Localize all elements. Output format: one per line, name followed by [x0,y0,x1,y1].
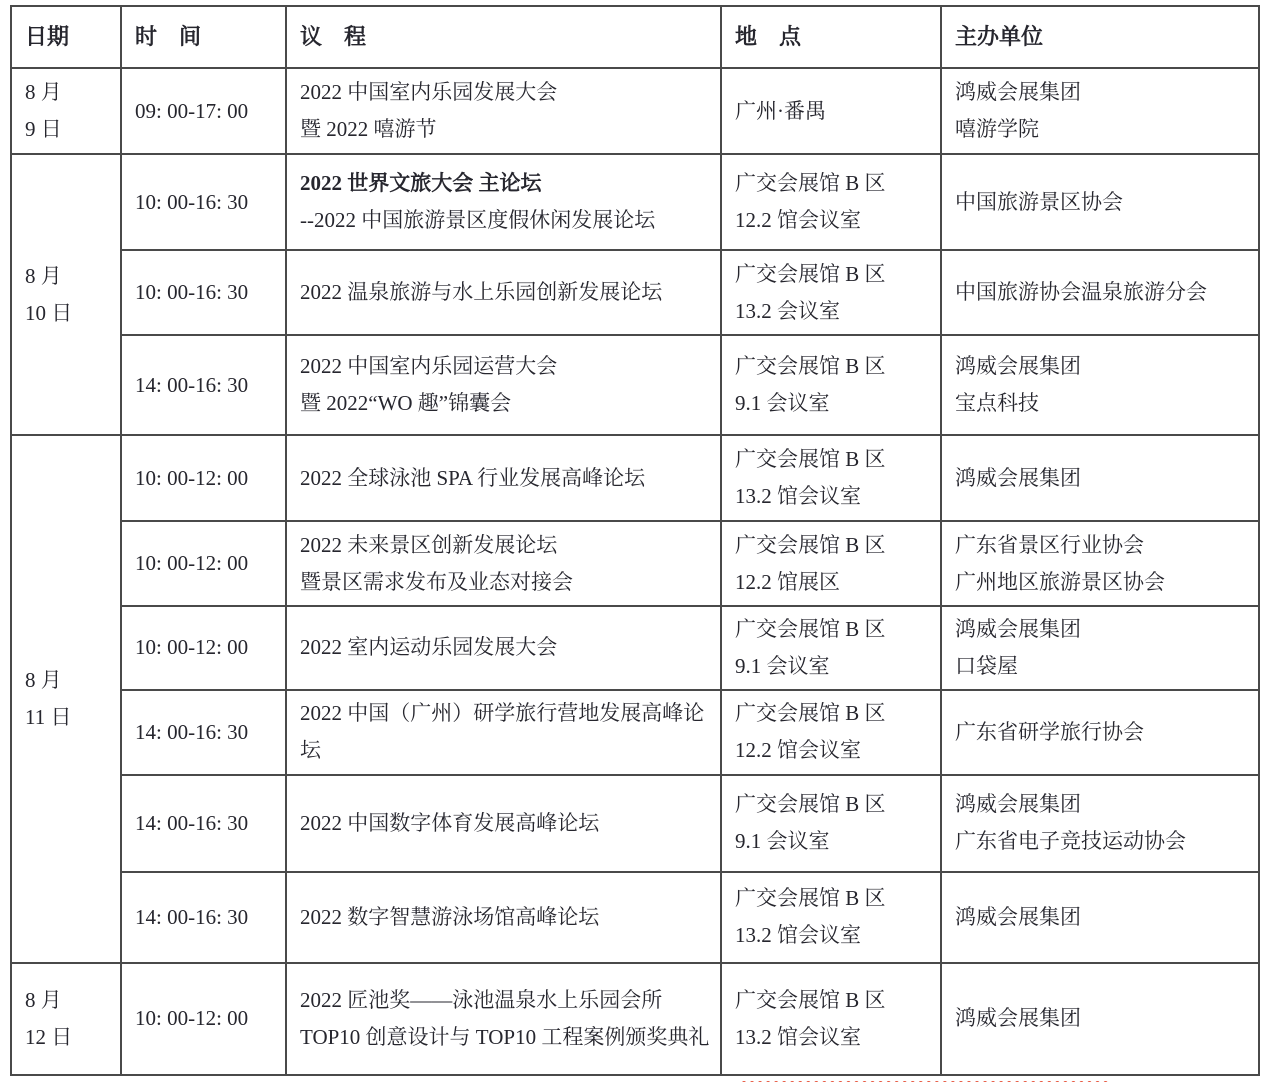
table-row [11,435,1259,521]
venue-cell [721,775,941,872]
venue-line: 广交会展馆 B 区 [735,171,886,196]
organizer-line: 中国旅游景区协会 [955,189,1123,214]
table-row [11,250,1259,335]
organizer-line: 广州地区旅游景区协会 [955,569,1165,594]
agenda-line: 暨 2022 嘻游节 [300,117,437,141]
table-row [11,521,1259,606]
time-cell: 09: 00-17: 00 [121,68,286,154]
organizer-line: 中国旅游协会温泉旅游分会 [955,280,1207,305]
venue-cell [721,963,941,1075]
table-row [11,690,1259,775]
venue-line: 广州·番禺 [735,98,826,123]
header-date: 日期 [11,6,121,68]
agenda-line: 2022 中国室内乐园运营大会 [300,354,558,379]
time-cell: 10: 00-12: 00 [121,521,286,606]
date-day: 11 日 [25,704,72,729]
agenda-line: 2022 温泉旅游与水上乐园创新发展论坛 [300,280,663,305]
agenda-line: 2022 中国数字体育发展高峰论坛 [300,810,600,835]
agenda-cell [286,154,721,250]
date-month: 8 月 [25,263,62,288]
organizer-cell [941,606,1259,690]
venue-line: 13.2 会议室 [735,298,840,323]
organizer-line: 鸿威会展集团 [955,465,1081,490]
agenda-line: --2022 中国旅游景区度假休闲发展论坛 [300,208,656,232]
time-cell: 10: 00-16: 30 [121,154,286,250]
venue-cell [721,68,941,154]
organizer-cell [941,335,1259,435]
organizer-cell [941,68,1259,154]
venue-line: 广交会展馆 B 区 [735,617,886,641]
agenda-cell [286,68,721,154]
organizer-cell [941,435,1259,521]
organizer-line: 鸿威会展集团 [955,792,1081,817]
time-cell: 14: 00-16: 30 [121,335,286,435]
organizer-line: 宝点科技 [955,391,1039,415]
venue-line: 12.2 馆会议室 [735,208,861,232]
time-cell: 10: 00-12: 00 [121,963,286,1075]
time-cell: 14: 00-16: 30 [121,690,286,775]
date-cell-aug10 [11,154,121,435]
agenda-cell [286,606,721,690]
time-cell: 10: 00-12: 00 [121,435,286,521]
organizer-line: 鸿威会展集团 [955,1006,1081,1031]
agenda-cell [286,872,721,963]
venue-line: 9.1 会议室 [735,653,830,678]
venue-line: 广交会展馆 B 区 [735,261,886,286]
venue-cell [721,154,941,250]
time-cell: 14: 00-16: 30 [121,775,286,872]
organizer-line: 广东省景区行业协会 [955,532,1144,557]
agenda-line: 2022 世界文旅大会 主论坛 [300,171,542,196]
organizer-line: 鸿威会展集团 [955,617,1081,641]
date-day: 12 日 [25,1024,73,1049]
header-venue: 地 点 [721,6,941,68]
venue-line: 13.2 馆会议室 [735,1024,861,1049]
organizer-cell [941,154,1259,250]
venue-line: 广交会展馆 B 区 [735,987,886,1012]
organizer-cell [941,521,1259,606]
organizer-cell [941,250,1259,335]
agenda-line: 2022 数字智慧游泳场馆高峰论坛 [300,904,600,929]
agenda-line: 2022 全球泳池 SPA 行业发展高峰论坛 [300,465,646,490]
venue-line: 广交会展馆 B 区 [735,354,886,379]
organizer-line: 鸿威会展集团 [955,904,1081,929]
organizer-line: 鸿威会展集团 [955,80,1081,105]
organizer-cell [941,963,1259,1075]
date-month: 8 月 [25,80,62,105]
date-cell-aug9 [11,68,121,154]
date-month: 8 月 [25,668,62,692]
header-time: 时 间 [121,6,286,68]
date-cell-aug11 [11,435,121,963]
table-header-row [11,6,1259,68]
venue-cell [721,521,941,606]
organizer-cell [941,775,1259,872]
table-row [11,154,1259,250]
agenda-line: 2022 中国室内乐园发展大会 [300,80,558,105]
table-row [11,963,1259,1075]
agenda-cell [286,775,721,872]
agenda-cell [286,690,721,775]
agenda-line: 暨景区需求发布及业态对接会 [300,569,573,594]
organizer-line: 广东省研学旅行协会 [955,719,1144,744]
agenda-cell [286,435,721,521]
time-cell: 10: 00-12: 00 [121,606,286,690]
venue-cell [721,872,941,963]
agenda-line: 暨 2022“WO 趣”锦囊会 [300,391,512,415]
agenda-line: 2022 未来景区创新发展论坛 [300,532,558,557]
time-cell: 14: 00-16: 30 [121,872,286,963]
venue-line: 广交会展馆 B 区 [735,447,886,472]
agenda-line: 2022 室内运动乐园发展大会 [300,635,558,660]
venue-cell [721,435,941,521]
table-row [11,606,1259,690]
agenda-line: 2022 匠池奖——泳池温泉水上乐园会所 TOP10 创意设计与 TOP10 工程案例颁奖典礼 [300,987,710,1049]
time-cell: 10: 00-16: 30 [121,250,286,335]
venue-line: 12.2 馆会议室 [735,738,861,762]
venue-line: 13.2 馆会议室 [735,923,861,947]
venue-line: 广交会展馆 B 区 [735,701,886,726]
date-month: 8 月 [25,987,62,1012]
date-cell-aug12 [11,963,121,1075]
date-day: 9 日 [25,117,62,141]
date-day: 10 日 [25,300,73,325]
venue-cell [721,250,941,335]
agenda-cell [286,963,721,1075]
venue-cell [721,606,941,690]
red-underline-artifact [742,1076,1108,1082]
organizer-line: 鸿威会展集团 [955,354,1081,379]
organizer-cell [941,872,1259,963]
venue-cell [721,690,941,775]
table-row [11,775,1259,872]
agenda-cell [286,521,721,606]
venue-line: 广交会展馆 B 区 [735,532,886,557]
header-agenda: 议 程 [286,6,721,68]
agenda-line: 2022 中国（广州）研学旅行营地发展高峰论坛 [300,701,705,762]
organizer-line: 嘻游学院 [955,117,1039,141]
venue-line: 广交会展馆 B 区 [735,886,886,911]
venue-cell [721,335,941,435]
organizer-cell [941,690,1259,775]
venue-line: 广交会展馆 B 区 [735,792,886,817]
header-organizer: 主办单位 [941,6,1259,68]
venue-line: 9.1 会议室 [735,829,830,853]
table-row [11,335,1259,435]
table-row [11,68,1259,154]
venue-line: 12.2 馆展区 [735,569,840,594]
venue-line: 9.1 会议室 [735,391,830,415]
agenda-cell [286,250,721,335]
venue-line: 13.2 馆会议室 [735,484,861,508]
organizer-line: 口袋屋 [955,653,1018,678]
conference-schedule-table [10,5,1260,1076]
table-row [11,872,1259,963]
organizer-line: 广东省电子竞技运动协会 [955,829,1186,853]
agenda-cell [286,335,721,435]
